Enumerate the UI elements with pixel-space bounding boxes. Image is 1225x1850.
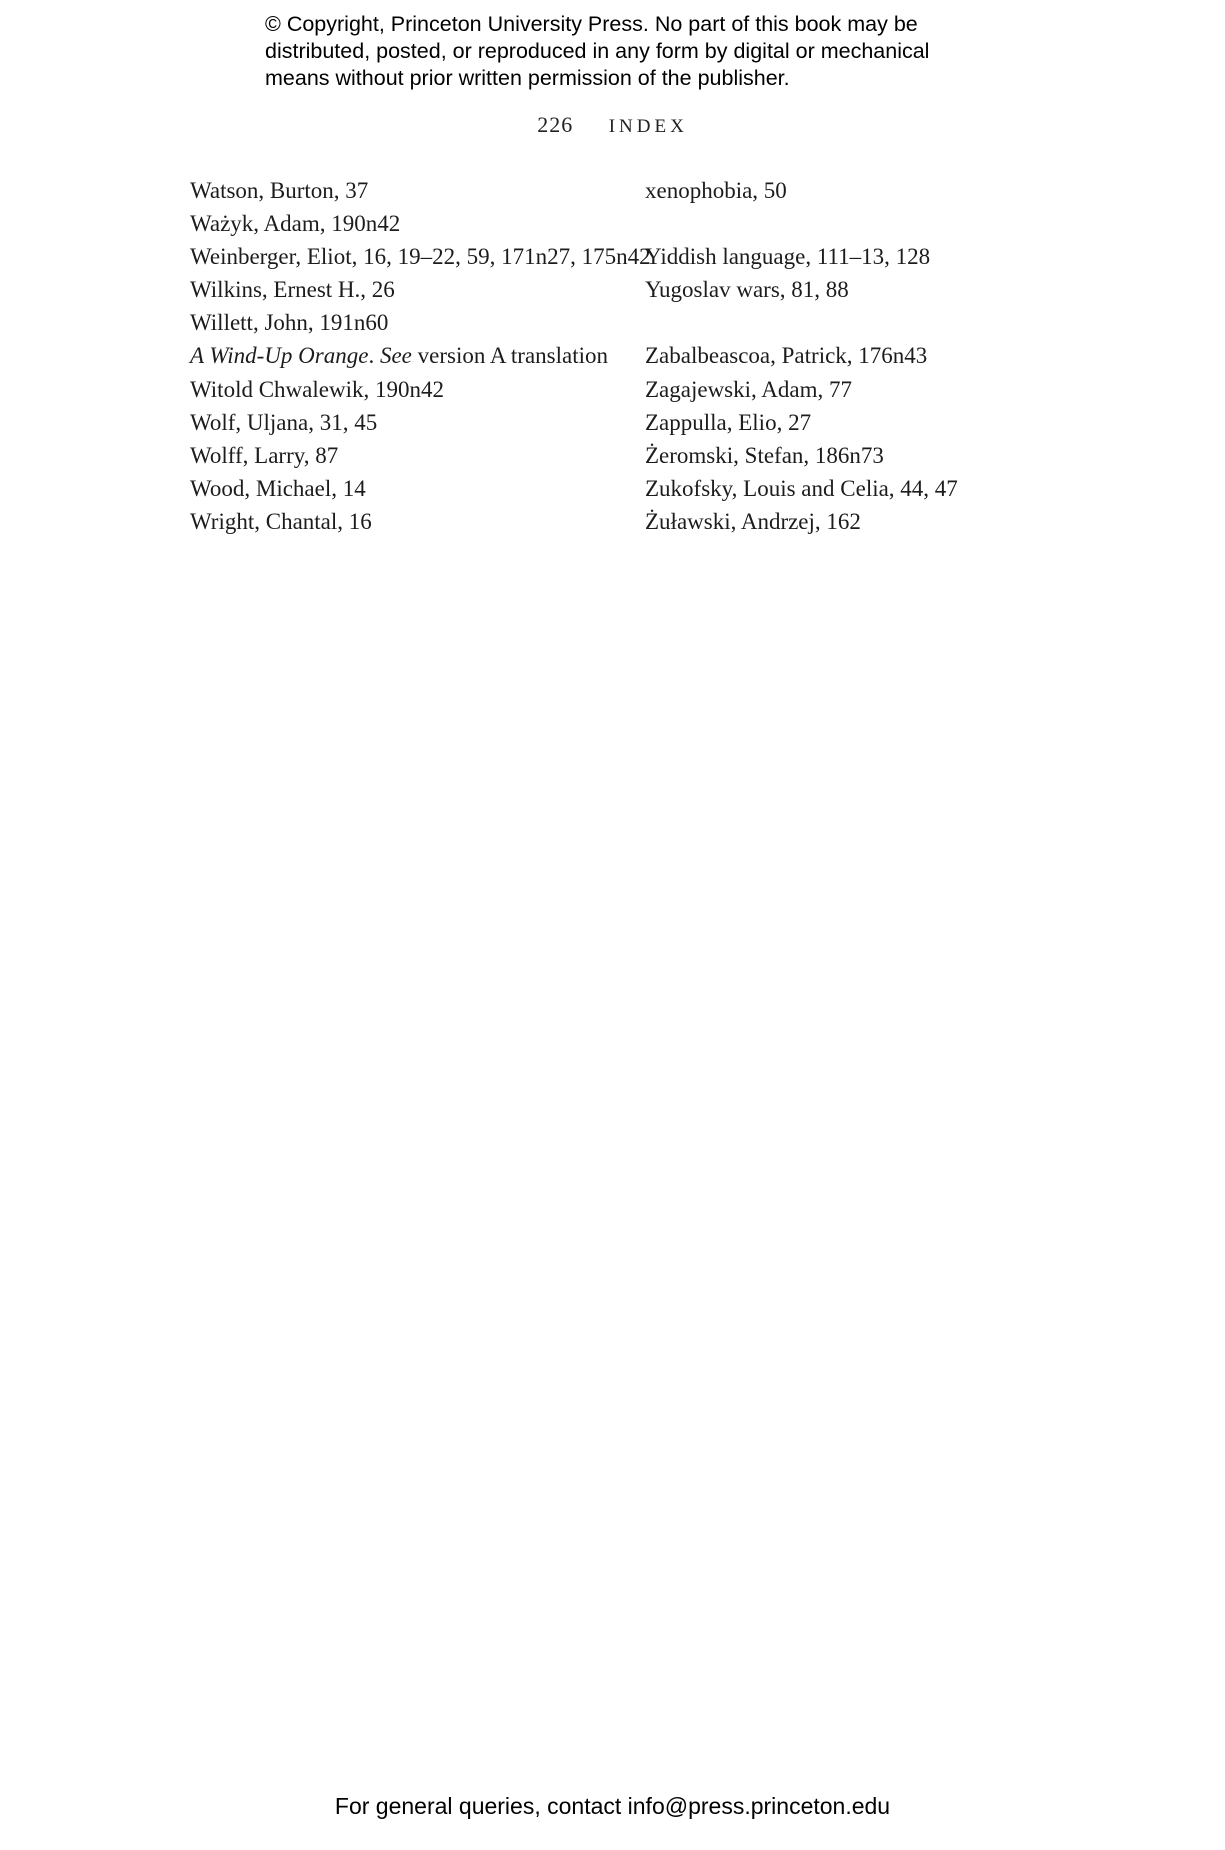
index-column-right — [645, 174, 1125, 538]
index-entry-cross-reference — [190, 339, 630, 372]
index-entry: Yiddish language, 111–13, 128 — [645, 244, 931, 270]
copyright-line: means without prior written permission of the publisher. — [265, 66, 790, 90]
index-entry: Wolff, Larry, 87 — [190, 442, 339, 468]
index-entry: Wood, Michael, 14 — [190, 475, 366, 501]
index-entry: Wolf, Uljana, 31, 45 — [190, 409, 378, 435]
entry-separator: . — [368, 343, 380, 369]
entry-title-italic: A Wind-Up Orange — [190, 343, 369, 369]
index-letter-gap — [645, 207, 1125, 240]
index-entry: Zappulla, Elio, 27 — [645, 409, 812, 435]
copyright-line: © Copyright, Princeton University Press. No part of this book may be — [265, 12, 918, 36]
index-letter-gap — [645, 306, 1125, 339]
index-entry: Willett, John, 191n60 — [190, 310, 389, 336]
entry-rest: version A translation — [411, 343, 608, 369]
index-entry: xenophobia, 50 — [645, 178, 787, 203]
footer-contact: For general queries, contact info@press.princeton.edu — [334, 1793, 891, 1819]
index-entry: Yugoslav wars, 81, 88 — [645, 277, 849, 303]
index-entry: Wright, Chantal, 16 — [190, 508, 372, 534]
index-entry: Weinberger, Eliot, 16, 19–22, 59, 171n27, 175n42 — [190, 244, 651, 270]
index-entry: Zagajewski, Adam, 77 — [645, 376, 852, 402]
running-head — [0, 112, 1225, 138]
index-column-left — [190, 174, 651, 538]
copyright-notice — [265, 11, 1025, 92]
section-title: INDEX — [608, 116, 688, 137]
index-entry: Żeromski, Stefan, 186n73 — [645, 442, 884, 468]
index-entry: Ważyk, Adam, 190n42 — [190, 211, 401, 237]
index-entry: Zabalbeascoa, Patrick, 176n43 — [645, 343, 928, 369]
index-entry: Wilkins, Ernest H., 26 — [190, 277, 395, 303]
copyright-line: distributed, posted, or reproduced in any form by digital or mechanical — [265, 39, 930, 63]
see-reference: See — [379, 343, 412, 369]
index-entry: Witold Chwalewik, 190n42 — [190, 376, 444, 402]
index-entry: Watson, Burton, 37 — [190, 178, 369, 203]
index-entry: Zukofsky, Louis and Celia, 44, 47 — [645, 475, 958, 501]
page-number: 226 — [537, 112, 574, 137]
index-entry: Żuławski, Andrzej, 162 — [645, 508, 861, 534]
